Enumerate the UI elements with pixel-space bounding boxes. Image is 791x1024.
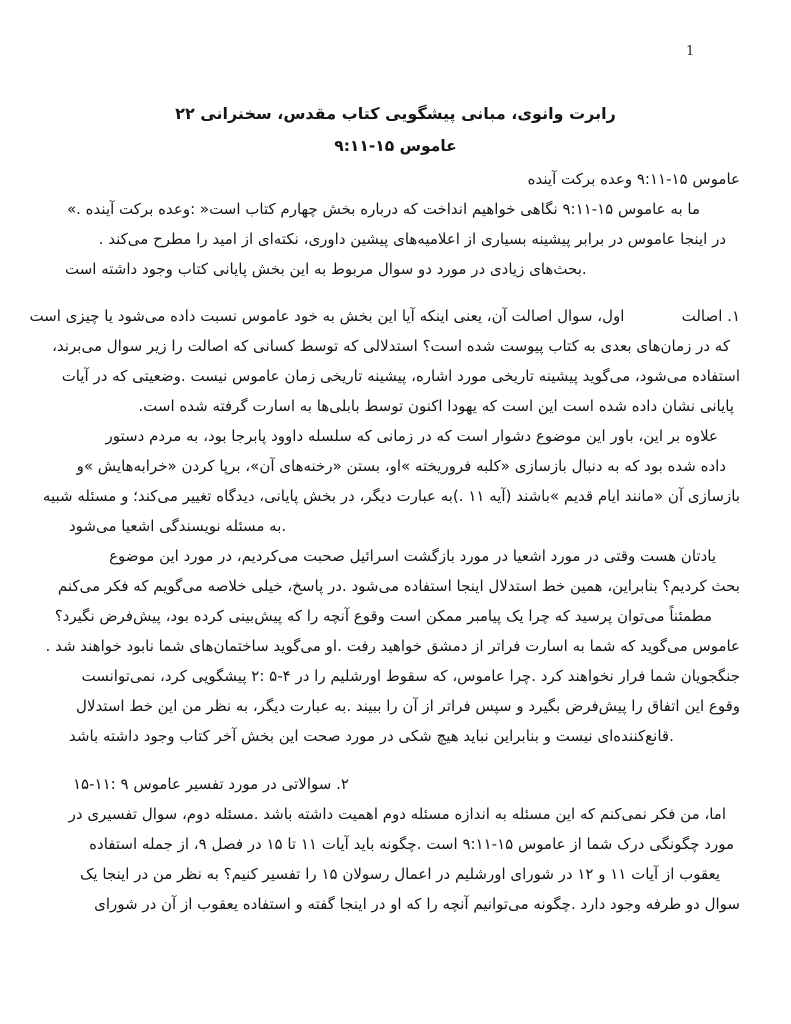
text-line: جنگجویان شما فرار نخواهند کرد .چرا عاموس، که سقوط اورشلیم را در ۴-۵ :۲ پیشگویی کرد، نمی‌توانست [81, 667, 740, 685]
text-line: عاموس می‌گوید که شما به اسارت فراتر از دمشق خواهید رفت .او می‌گوید ساختمان‌های شما نابود خواهند شد . [45, 637, 740, 655]
text-line: ۱. اصالت اول، سوال اصالت آن، یعنی اینکه آیا این بخش به خود عاموس نسبت داده می‌شود یا چیزی است [29, 307, 740, 325]
text-line: مورد چگونگی درک شما از عاموس ۱۵-۹:۱۱ است .چگونه باید آیات ۱۱ تا ۱۵ در فصل ۹، از جمله استفاده [89, 835, 734, 853]
text-line: .قانع‌کننده‌ای نیست و بنابراین نباید هیچ شکی در مورد صحت این بخش آخر کتاب وجود داشته باشد [69, 727, 674, 745]
document-subtitle: عاموس ۱۵-۹:۱۱ [334, 137, 457, 155]
text-line: پایانی نشان داده شده است این است که یهودا اکنون توسط بابلی‌ها به اسارت گرفته شده است. [138, 397, 734, 415]
text-line: استفاده می‌شود، می‌گوید پیشینه تاریخی مورد اشاره، پیشینه تاریخی زمان عاموس نیست .وضعیتی که در آیات [61, 367, 740, 385]
body-text [29, 164, 740, 919]
text-line: ۲. سوالاتی در مورد تفسیر عاموس ۹ :۱۱-۱۵ [73, 775, 349, 793]
text-line: یادتان هست وقتی در مورد اشعیا در مورد بازگشت اسرائیل صحبت می‌کردیم، در مورد این موضوع [109, 547, 716, 565]
text-line: اما، من فکر نمی‌کنم که این مسئله به اندازه مسئله دوم اهمیت داشته باشد .مسئله دوم، سوال تفسیری در [68, 805, 726, 823]
page-number: 1 [686, 44, 695, 59]
document-title: رابرت وانوی، مبانی پیشگویی کتاب مقدس، سخنرانی ۲۲ [175, 104, 616, 123]
text-line: مطمئناً می‌توان پرسید که چرا یک پیامبر ممکن است وقوع آنچه را که پیش‌بینی کرده بود، پیش‌فرض نگیرد؟ [54, 607, 712, 625]
text-line: بحث کردیم؟ بنابراین، همین خط استدلال اینجا استفاده می‌شود .در پاسخ، خیلی خلاصه می‌گویم که فکر می‌کنم [57, 577, 740, 595]
text-line: یعقوب از آیات ۱۱ و ۱۲ در شورای اورشلیم در اعمال رسولان ۱۵ را تفسیر کنیم؟ به نظر من در اینجا یک [79, 865, 720, 883]
text-line: در اینجا عاموس در برابر پیشینه بسیاری از اعلامیه‌های پیشین داوری، نکته‌ای از امید را مطرح می‌کند . [98, 230, 726, 248]
text-line: ما به عاموس ۱۵-۹:۱۱ نگاهی خواهیم انداخت که درباره بخش چهارم کتاب است« :وعده برکت آینده .» [66, 200, 700, 218]
text-line: داده شده بود که به دنبال بازسازی «کلبه فروریخته »او، بستن «رخنه‌های آن»، برپا کردن «خرابه‌هایش »و [76, 457, 726, 475]
text-line: که در زمان‌های بعدی به کتاب پیوست شده است؟ استدلالی که توسط کسانی که اصالت را زیر سوال می‌برند، [52, 337, 730, 355]
text-line: عاموس ۱۵-۹:۱۱ وعده برکت آینده [527, 170, 740, 188]
text-line: .به مسئله نویسندگی اشعیا می‌شود [69, 517, 287, 535]
text-line: سوال دو طرفه وجود دارد .چگونه می‌توانیم آنچه را که او در اینجا گفته و استفاده یعقوب از آن در شورای [94, 895, 740, 913]
text-line: وقوع این اتفاق را پیش‌فرض بگیرد و سپس فراتر از آن را ببیند .به عبارت دیگر، به نظر من این خط استدلال [76, 697, 740, 715]
text-line: بازسازی آن «مانند ایام قدیم »باشند (آیه ۱۱ .)به عبارت دیگر، در بخش پایانی، دیدگاه تغییر می‌کند؛ و مسئله شبیه [42, 487, 740, 505]
text-line: .بحث‌های زیادی در مورد دو سوال مربوط به این بخش پایانی کتاب وجود داشته است [65, 260, 587, 278]
text-line: علاوه بر این، باور این موضوع دشوار است که در زمانی که سلسله داوود پابرجا بود، به مردم دستور [105, 427, 718, 445]
